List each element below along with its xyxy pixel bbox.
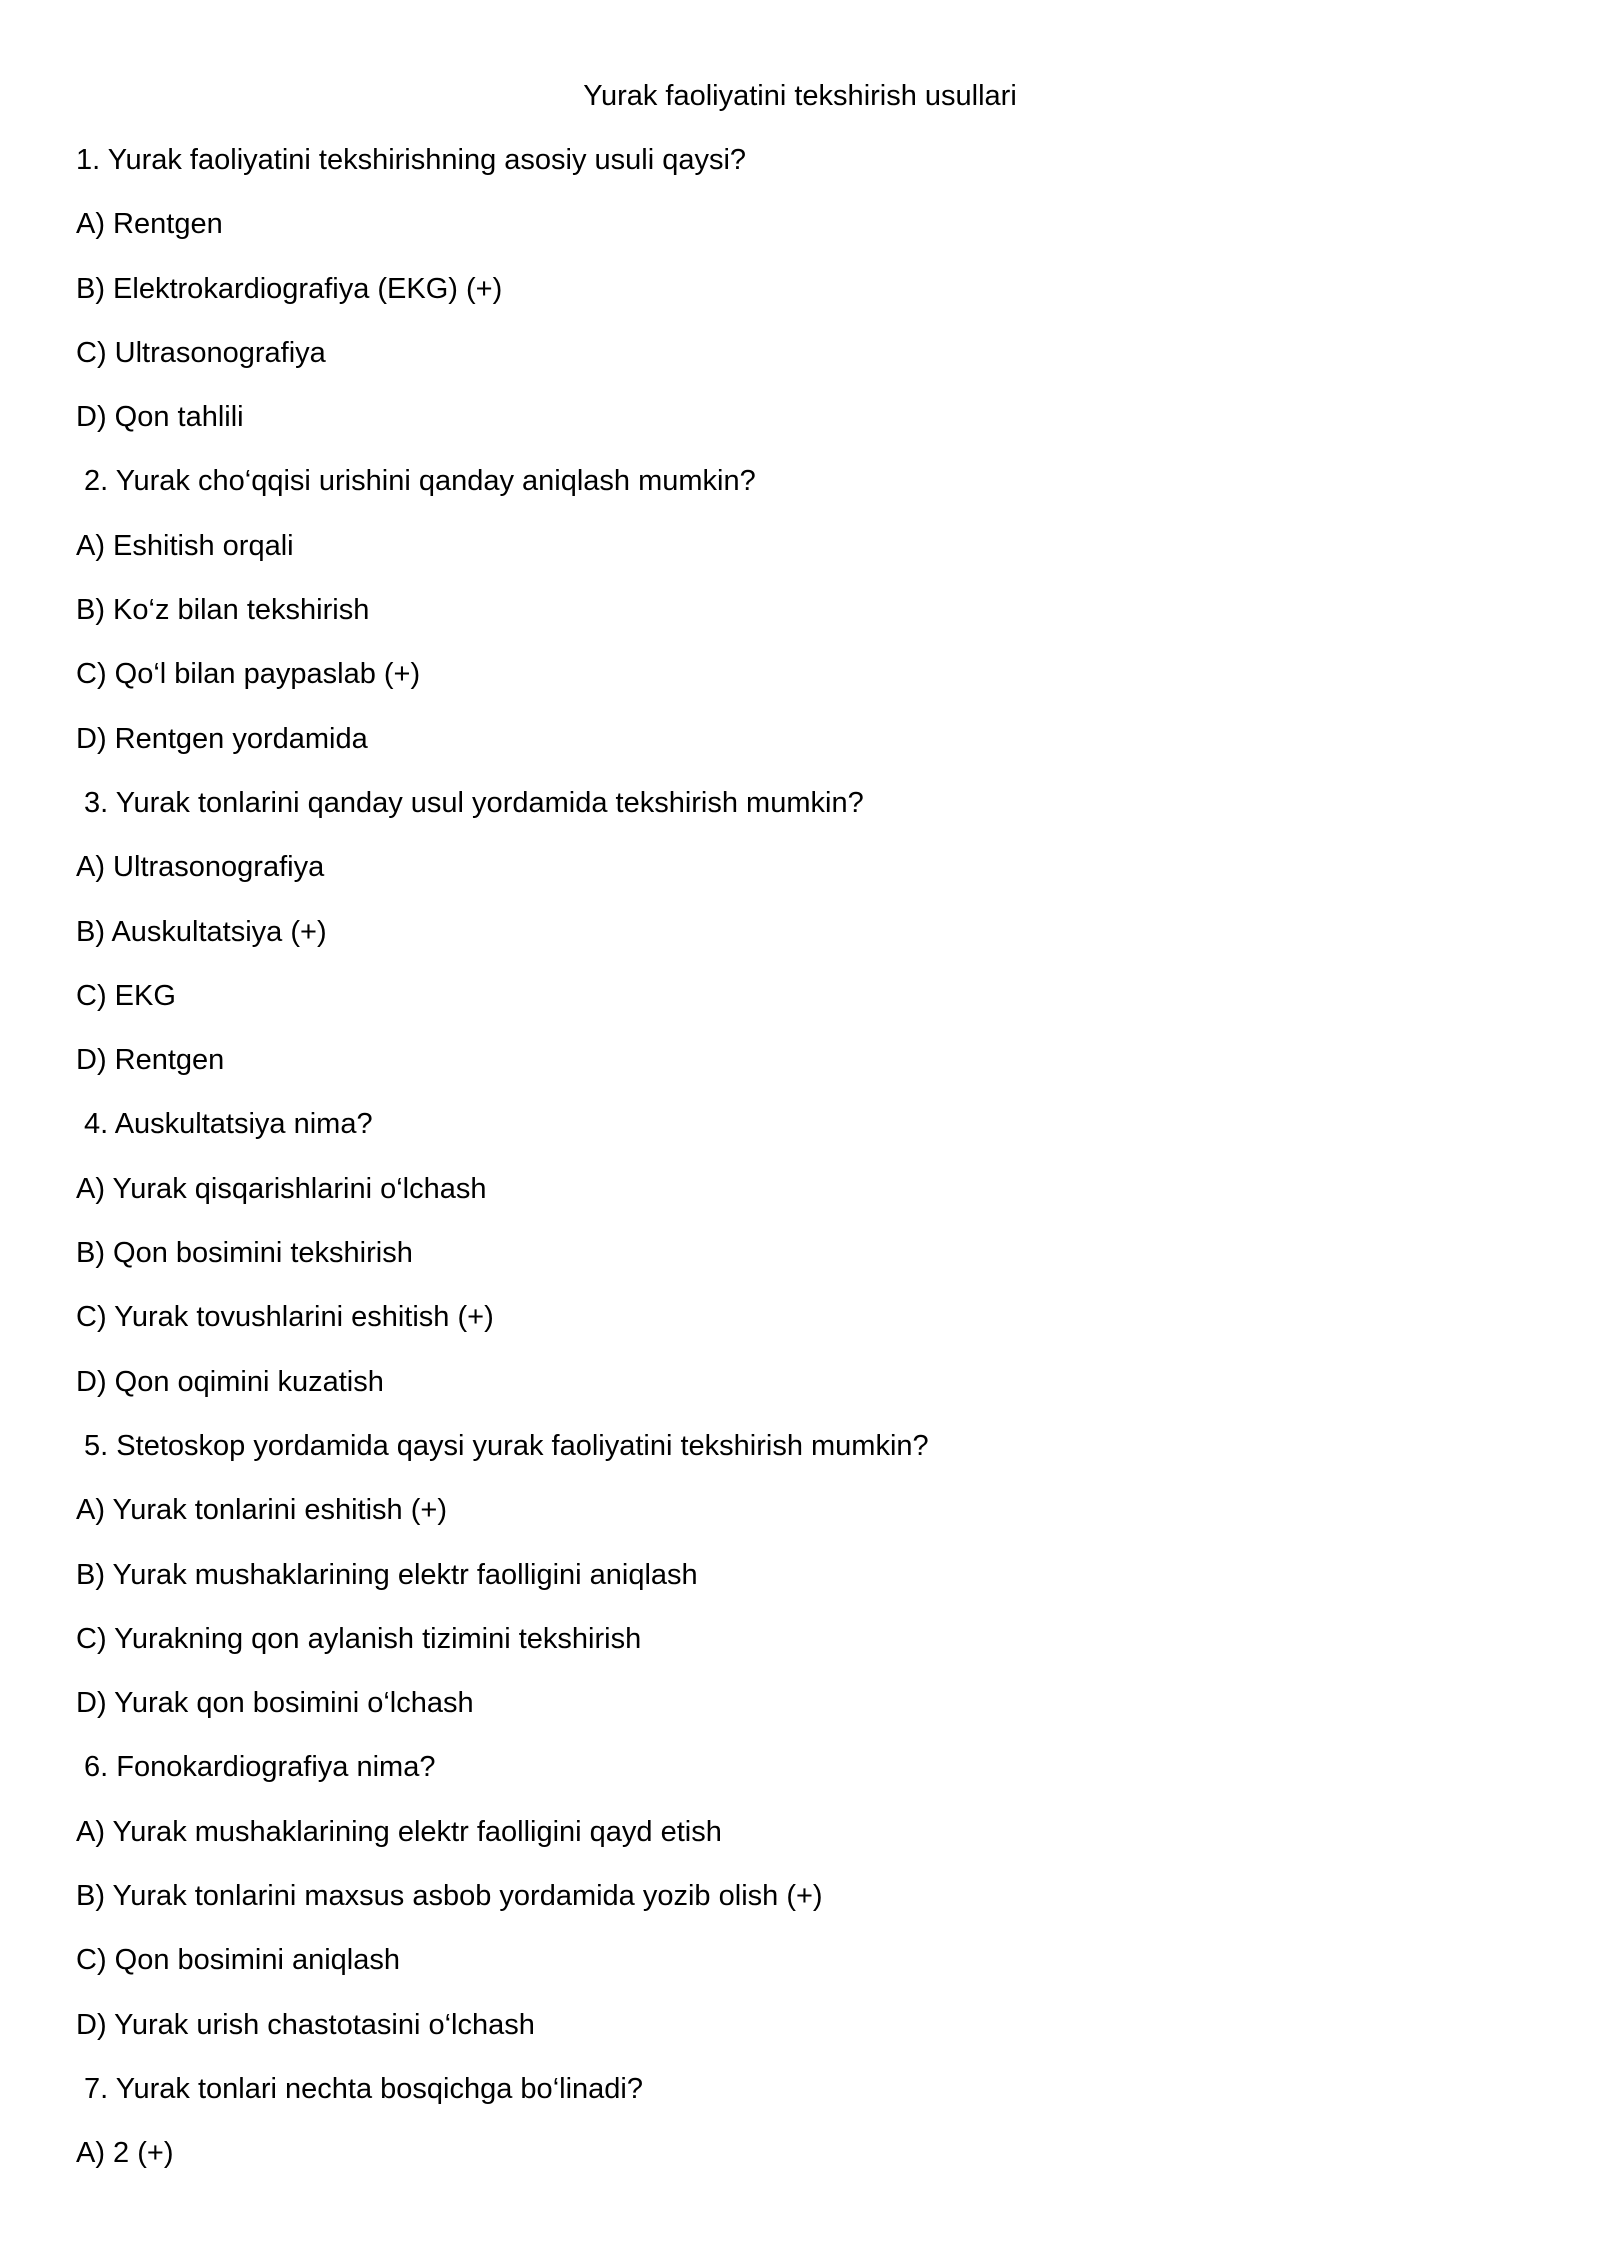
answer-option: B) Yurak mushaklarining elektr faolligini aniqlash [76, 1558, 698, 1591]
question-text: 2. Yurak cho‘qqisi urishini qanday aniqlash mumkin? [76, 465, 756, 498]
document-title: Yurak faoliyatini tekshirish usullari [583, 80, 1017, 112]
question-text: 7. Yurak tonlari nechta bosqichga bo‘linadi? [76, 2072, 643, 2105]
answer-option: C) Ultrasonografiya [76, 336, 326, 369]
answer-option: C) Yurak tovushlarini eshitish (+) [76, 1301, 494, 1334]
answer-option: B) Qon bosimini tekshirish [76, 1237, 413, 1270]
answer-option: C) Qon bosimini aniqlash [76, 1944, 400, 1977]
answer-option: A) Yurak tonlarini eshitish (+) [76, 1494, 447, 1527]
answer-option: B) Elektrokardiografiya (EKG) (+) [76, 272, 503, 305]
question-text: 3. Yurak tonlarini qanday usul yordamida tekshirish mumkin? [76, 786, 864, 819]
answer-option: D) Yurak urish chastotasini o‘lchash [76, 2008, 535, 2041]
answer-option: B) Ko‘z bilan tekshirish [76, 594, 370, 627]
answer-option: D) Rentgen [76, 1044, 225, 1077]
answer-option: B) Auskultatsiya (+) [76, 915, 327, 948]
answer-option: A) Yurak mushaklarining elektr faolligini qayd etish [76, 1815, 722, 1848]
answer-option: D) Yurak qon bosimini o‘lchash [76, 1687, 474, 1720]
question-text: 4. Auskultatsiya nima? [76, 1108, 373, 1141]
answer-option: C) Yurakning qon aylanish tizimini tekshirish [76, 1622, 642, 1655]
answer-option: B) Yurak tonlarini maxsus asbob yordamida yozib olish (+) [76, 1880, 823, 1913]
answer-option: C) Qo‘l bilan paypaslab (+) [76, 658, 421, 691]
answer-option: D) Rentgen yordamida [76, 722, 368, 755]
answer-option: A) Rentgen [76, 208, 223, 241]
answer-option: A) Eshitish orqali [76, 529, 294, 562]
question-text: 1. Yurak faoliyatini tekshirishning asosiy usuli qaysi? [76, 144, 747, 176]
answer-option: C) EKG [76, 979, 176, 1012]
answer-option: A) Yurak qisqarishlarini o‘lchash [76, 1172, 487, 1205]
question-list [76, 142, 1516, 2200]
answer-option: A) Ultrasonografiya [76, 851, 325, 884]
question-text: 6. Fonokardiografiya nima? [76, 1751, 436, 1784]
answer-option: D) Qon oqimini kuzatish [76, 1365, 384, 1398]
question-text: 5. Stetoskop yordamida qaysi yurak faoliyatini tekshirish mumkin? [76, 1429, 929, 1462]
answer-option: D) Qon tahlili [76, 401, 244, 434]
answer-option: A) 2 (+) [76, 2137, 174, 2170]
